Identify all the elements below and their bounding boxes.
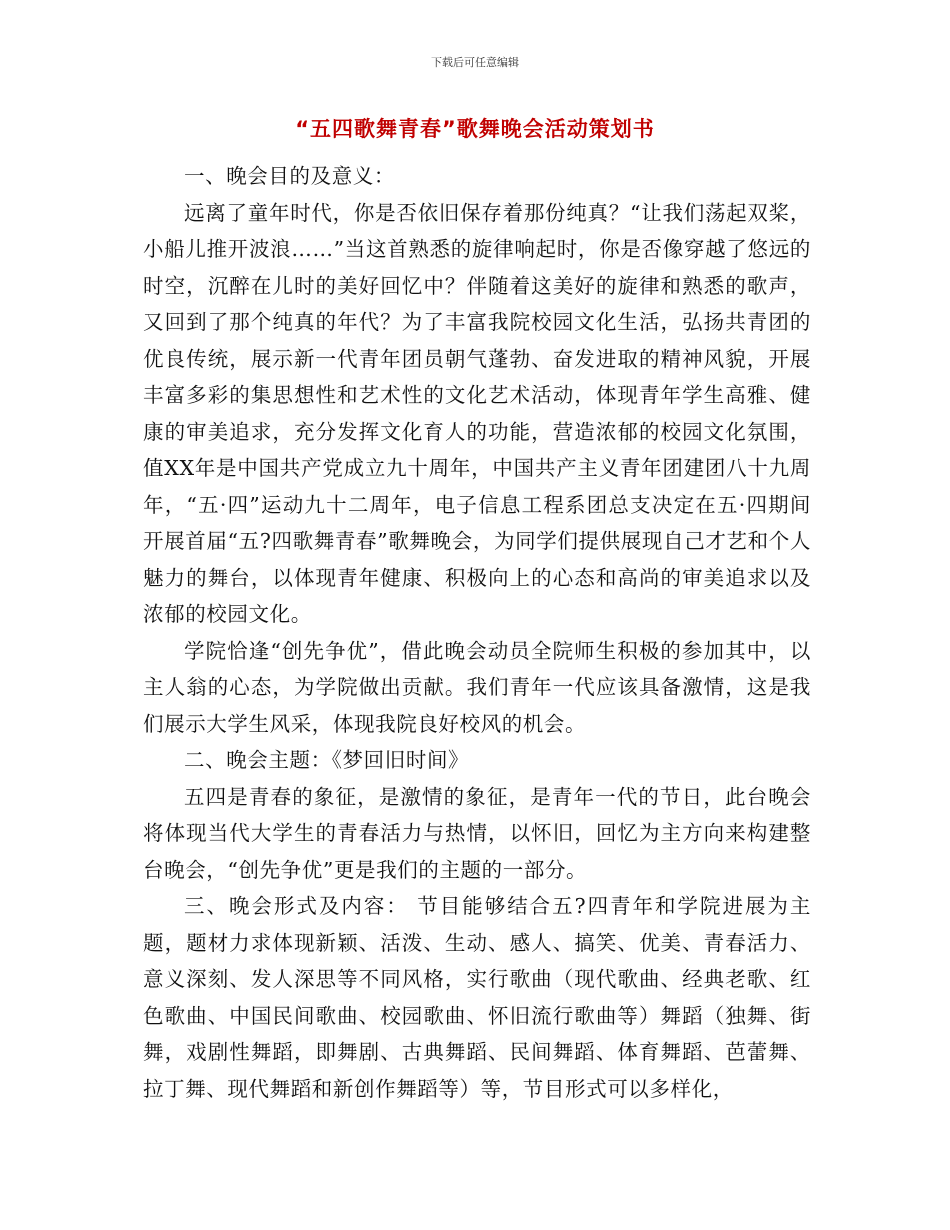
section-heading-theme: 二、晚会主题：《梦回旧时间》 (184, 748, 470, 772)
paragraph-format-content: 三、晚会形式及内容： 节目能够结合五?四青年和学院进展为主题，题材力求体现新颖、活泼、生动、感人、搞笑、优美、青春活力、意义深刻、发人深思等不同风格，实行歌曲（现代歌曲、经典老歌、红色歌曲、中国民间歌曲、校园歌曲、怀旧流行歌曲等）舞蹈（独舞、街舞，戏剧性舞蹈，即舞剧、古典舞蹈、民间舞蹈、体育舞蹈、芭蕾舞、拉丁舞、现代舞蹈和新创作舞蹈等）等，节目形式可以多样化， (143, 894, 811, 1101)
document-body (143, 158, 811, 1107)
paragraph-purpose-extra: 学院恰逢“创先争优”，借此晚会动员全院师生积极的参加其中，以主人翁的心态，为学院做出贡献。我们青年一代应该具备激情，这是我们展示大学生风采，体现我院良好校风的机会。 (143, 638, 811, 736)
paragraph-purpose-detail: 远离了童年时代，你是否依旧保存着那份纯真？“让我们荡起双桨，小船儿推开波浪……”当这首熟悉的旋律响起时，你是否像穿越了悠远的时空，沉醉在儿时的美好回忆中？伴随着这美好的旋律和熟悉的歌声，又回到了那个纯真的年代？为了丰富我院校园文化生活，弘扬共青团的优良传统，展示新一代青年团员朝气蓬勃、奋发进取的精神风貌，开展丰富多彩的集思想性和艺术性的文化艺术活动，体现青年学生高雅、健康的审美追求，充分发挥文化育人的功能，营造浓郁的校园文化氛围，值XX年是中国共产党成立九十周年，中国共产主义青年团建团八十九周年，“五·四”运动九十二周年，电子信息工程系团总支决定在五·四期间开展首届“五?四歌舞青春”歌舞晚会，为同学们提供展现自己才艺和个人魅力的舞台，以体现青年健康、积极向上的心态和高尚的审美追求以及浓郁的校园文化。 (143, 200, 811, 626)
paragraph-theme-detail: 五四是青春的象征，是激情的象征，是青年一代的节日，此台晚会将体现当代大学生的青春活力与热情，以怀旧，回忆为主方向来构建整台晚会，“创先争优”更是我们的主题的一部分。 (143, 784, 811, 882)
header-note: 下载后可任意编辑 (431, 56, 519, 69)
section-heading-purpose: 一、晚会目的及意义： (184, 164, 395, 188)
document-title: “五四歌舞青春”歌舞晚会活动策划书 (295, 117, 655, 141)
